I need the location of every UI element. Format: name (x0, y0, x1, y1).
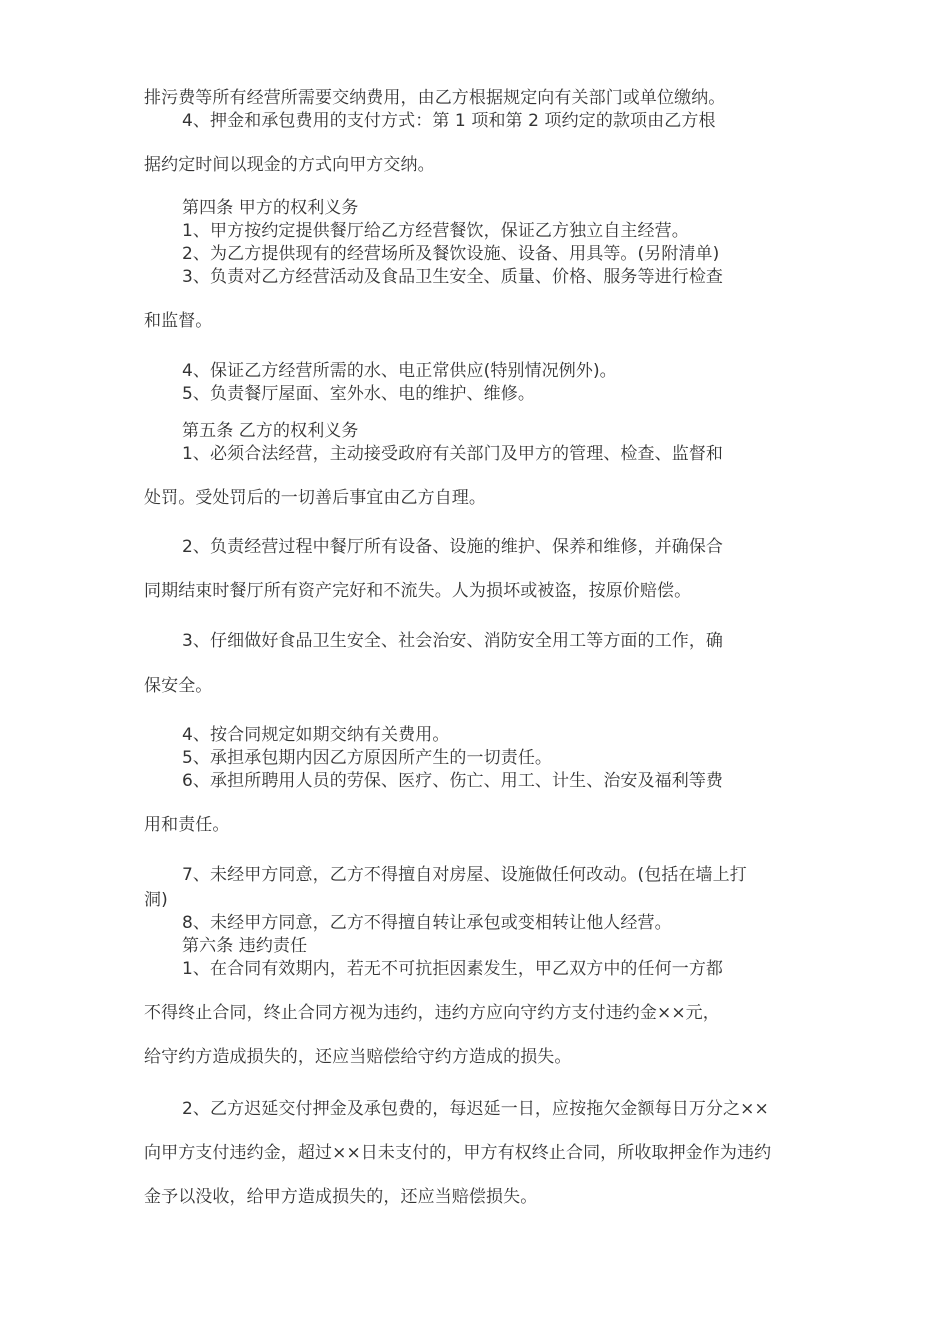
text-line: 给守约方造成损失的，还应当赔偿给守约方造成的损失。 (144, 1047, 572, 1067)
text-line: 不得终止合同，终止合同方视为违约，违约方应向守约方支付违约金××元， (144, 1003, 720, 1023)
text-line: 同期结束时餐厅所有资产完好和不流失。人为损坏或被盗，按原价赔偿。 (144, 581, 692, 601)
text-line: 洞) (144, 890, 168, 910)
text-line: 6、承担所聘用人员的劳保、医疗、伤亡、用工、计生、治安及福利等费 (182, 771, 724, 791)
text-line: 向甲方支付违约金，超过××日未支付的，甲方有权终止合同，所收取押金作为违约 (144, 1143, 772, 1163)
section-heading: 第六条 违约责任 (182, 936, 308, 956)
text-line: 2、为乙方提供现有的经营场所及餐饮设施、设备、用具等。(另附清单) (182, 244, 720, 264)
text-line: 用和责任。 (144, 815, 230, 835)
text-line: 5、负责餐厅屋面、室外水、电的维护、维修。 (182, 384, 535, 404)
text-line: 3、仔细做好食品卫生安全、社会治安、消防安全用工等方面的工作，确 (182, 631, 724, 651)
text-line: 8、未经甲方同意，乙方不得擅自转让承包或变相转让他人经营。 (182, 913, 672, 933)
text-line: 3、负责对乙方经营活动及食品卫生安全、质量、价格、服务等进行检查 (182, 267, 724, 287)
text-line: 金予以没收，给甲方造成损失的，还应当赔偿损失。 (144, 1187, 538, 1207)
text-line: 据约定时间以现金的方式向甲方交纳。 (144, 155, 435, 175)
text-line: 7、未经甲方同意，乙方不得擅自对房屋、设施做任何改动。(包括在墙上打 (182, 865, 747, 885)
text-line: 排污费等所有经营所需要交纳费用，由乙方根据规定向有关部门或单位缴纳。 (144, 88, 726, 108)
section-heading: 第四条 甲方的权利义务 (182, 198, 359, 218)
text-line: 1、甲方按约定提供餐厅给乙方经营餐饮，保证乙方独立自主经营。 (182, 221, 689, 241)
text-line: 4、保证乙方经营所需的水、电正常供应(特别情况例外)。 (182, 361, 617, 381)
section-heading: 第五条 乙方的权利义务 (182, 421, 359, 441)
text-line: 4、押金和承包费用的支付方式：第 1 项和第 2 项约定的款项由乙方根 (182, 111, 716, 131)
text-line: 2、负责经营过程中餐厅所有设备、设施的维护、保养和维修，并确保合 (182, 537, 724, 557)
text-line: 2、乙方迟延交付押金及承包费的，每迟延一日，应按拖欠金额每日万分之×× (182, 1099, 769, 1119)
text-line: 4、按合同规定如期交纳有关费用。 (182, 725, 450, 745)
text-line: 处罚。受处罚后的一切善后事宜由乙方自理。 (144, 488, 486, 508)
text-line: 1、必须合法经营，主动接受政府有关部门及甲方的管理、检查、监督和 (182, 444, 724, 464)
text-line: 1、在合同有效期内，若无不可抗拒因素发生，甲乙双方中的任何一方都 (182, 959, 724, 979)
text-line: 和监督。 (144, 311, 213, 331)
text-line: 保安全。 (144, 676, 213, 696)
text-line: 5、承担承包期内因乙方原因所产生的一切责任。 (182, 748, 553, 768)
